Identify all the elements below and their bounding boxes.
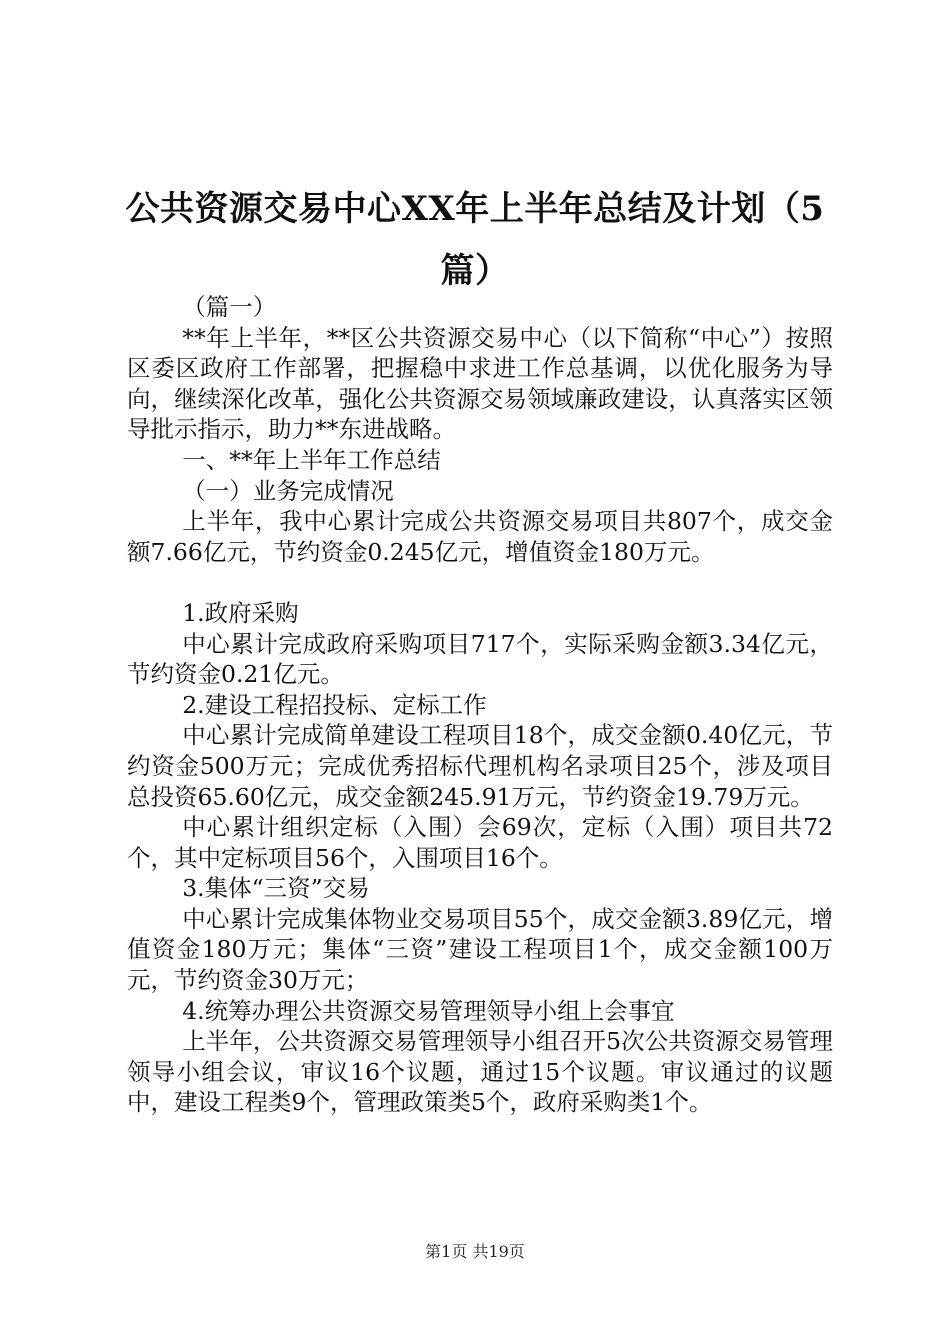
section-heading: 一、**年上半年工作总结 (182, 445, 441, 474)
subsection-heading: （一）业务完成情况 (182, 476, 394, 505)
section-label: （篇一） (182, 293, 277, 321)
item-heading-construction: 2.建设工程招投标、定标工作 (182, 690, 487, 719)
summary-paragraph: 上半年，我中心累计完成公共资源交易项目共807个，成交金额7.66亿元，节约资金0.245亿元，增值资金180万元。 (127, 507, 833, 566)
document-title: 公共资源交易中心XX年上半年总结及计划（5篇） (125, 189, 825, 291)
leadership-paragraph: 上半年，公共资源交易管理领导小组召开5次公共资源交易管理领导小组会议，审议16个议题，通过15个议题。审议通过的议题中，建设工程类9个，管理政策类5个，政府采购类1个。 (127, 1027, 833, 1117)
intro-paragraph: **年上半年，**区公共资源交易中心（以下简称“中心”）按照区委区政府工作部署，把握稳中求进工作总基调，以优化服务为导向，继续深化改革，强化公共资源交易领域廉政建设，认真落实区领导批示指示，助力**东进战略。 (127, 323, 833, 444)
item-heading-assets: 3.集体“三资”交易 (182, 874, 370, 903)
document-body (127, 292, 833, 1118)
page-footer: 第1页 共19页 (425, 1242, 525, 1261)
item-heading-procurement: 1.政府采购 (182, 598, 299, 627)
item-heading-leadership: 4.统筹办理公共资源交易管理领导小组上会事宜 (182, 996, 675, 1025)
assets-paragraph: 中心累计完成集体物业交易项目55个，成交金额3.89亿元，增值资金180万元；集体“三资”建设工程项目1个，成交金额100万元，节约资金30万元； (127, 904, 833, 995)
bid-evaluation-paragraph: 中心累计组织定标（入围）会69次，定标（入围）项目共72个，其中定标项目56个，入围项目16个。 (127, 813, 833, 872)
construction-paragraph: 中心累计完成简单建设工程项目18个，成交金额0.40亿元，节约资金500万元；完成优秀招标代理机构名录项目25个，涉及项目总投资65.60亿元，成交金额245.91万元，节约资金19.79万元。 (127, 721, 833, 811)
procurement-paragraph: 中心累计完成政府采购项目717个，实际采购金额3.34亿元，节约资金0.21亿元。 (127, 629, 833, 689)
